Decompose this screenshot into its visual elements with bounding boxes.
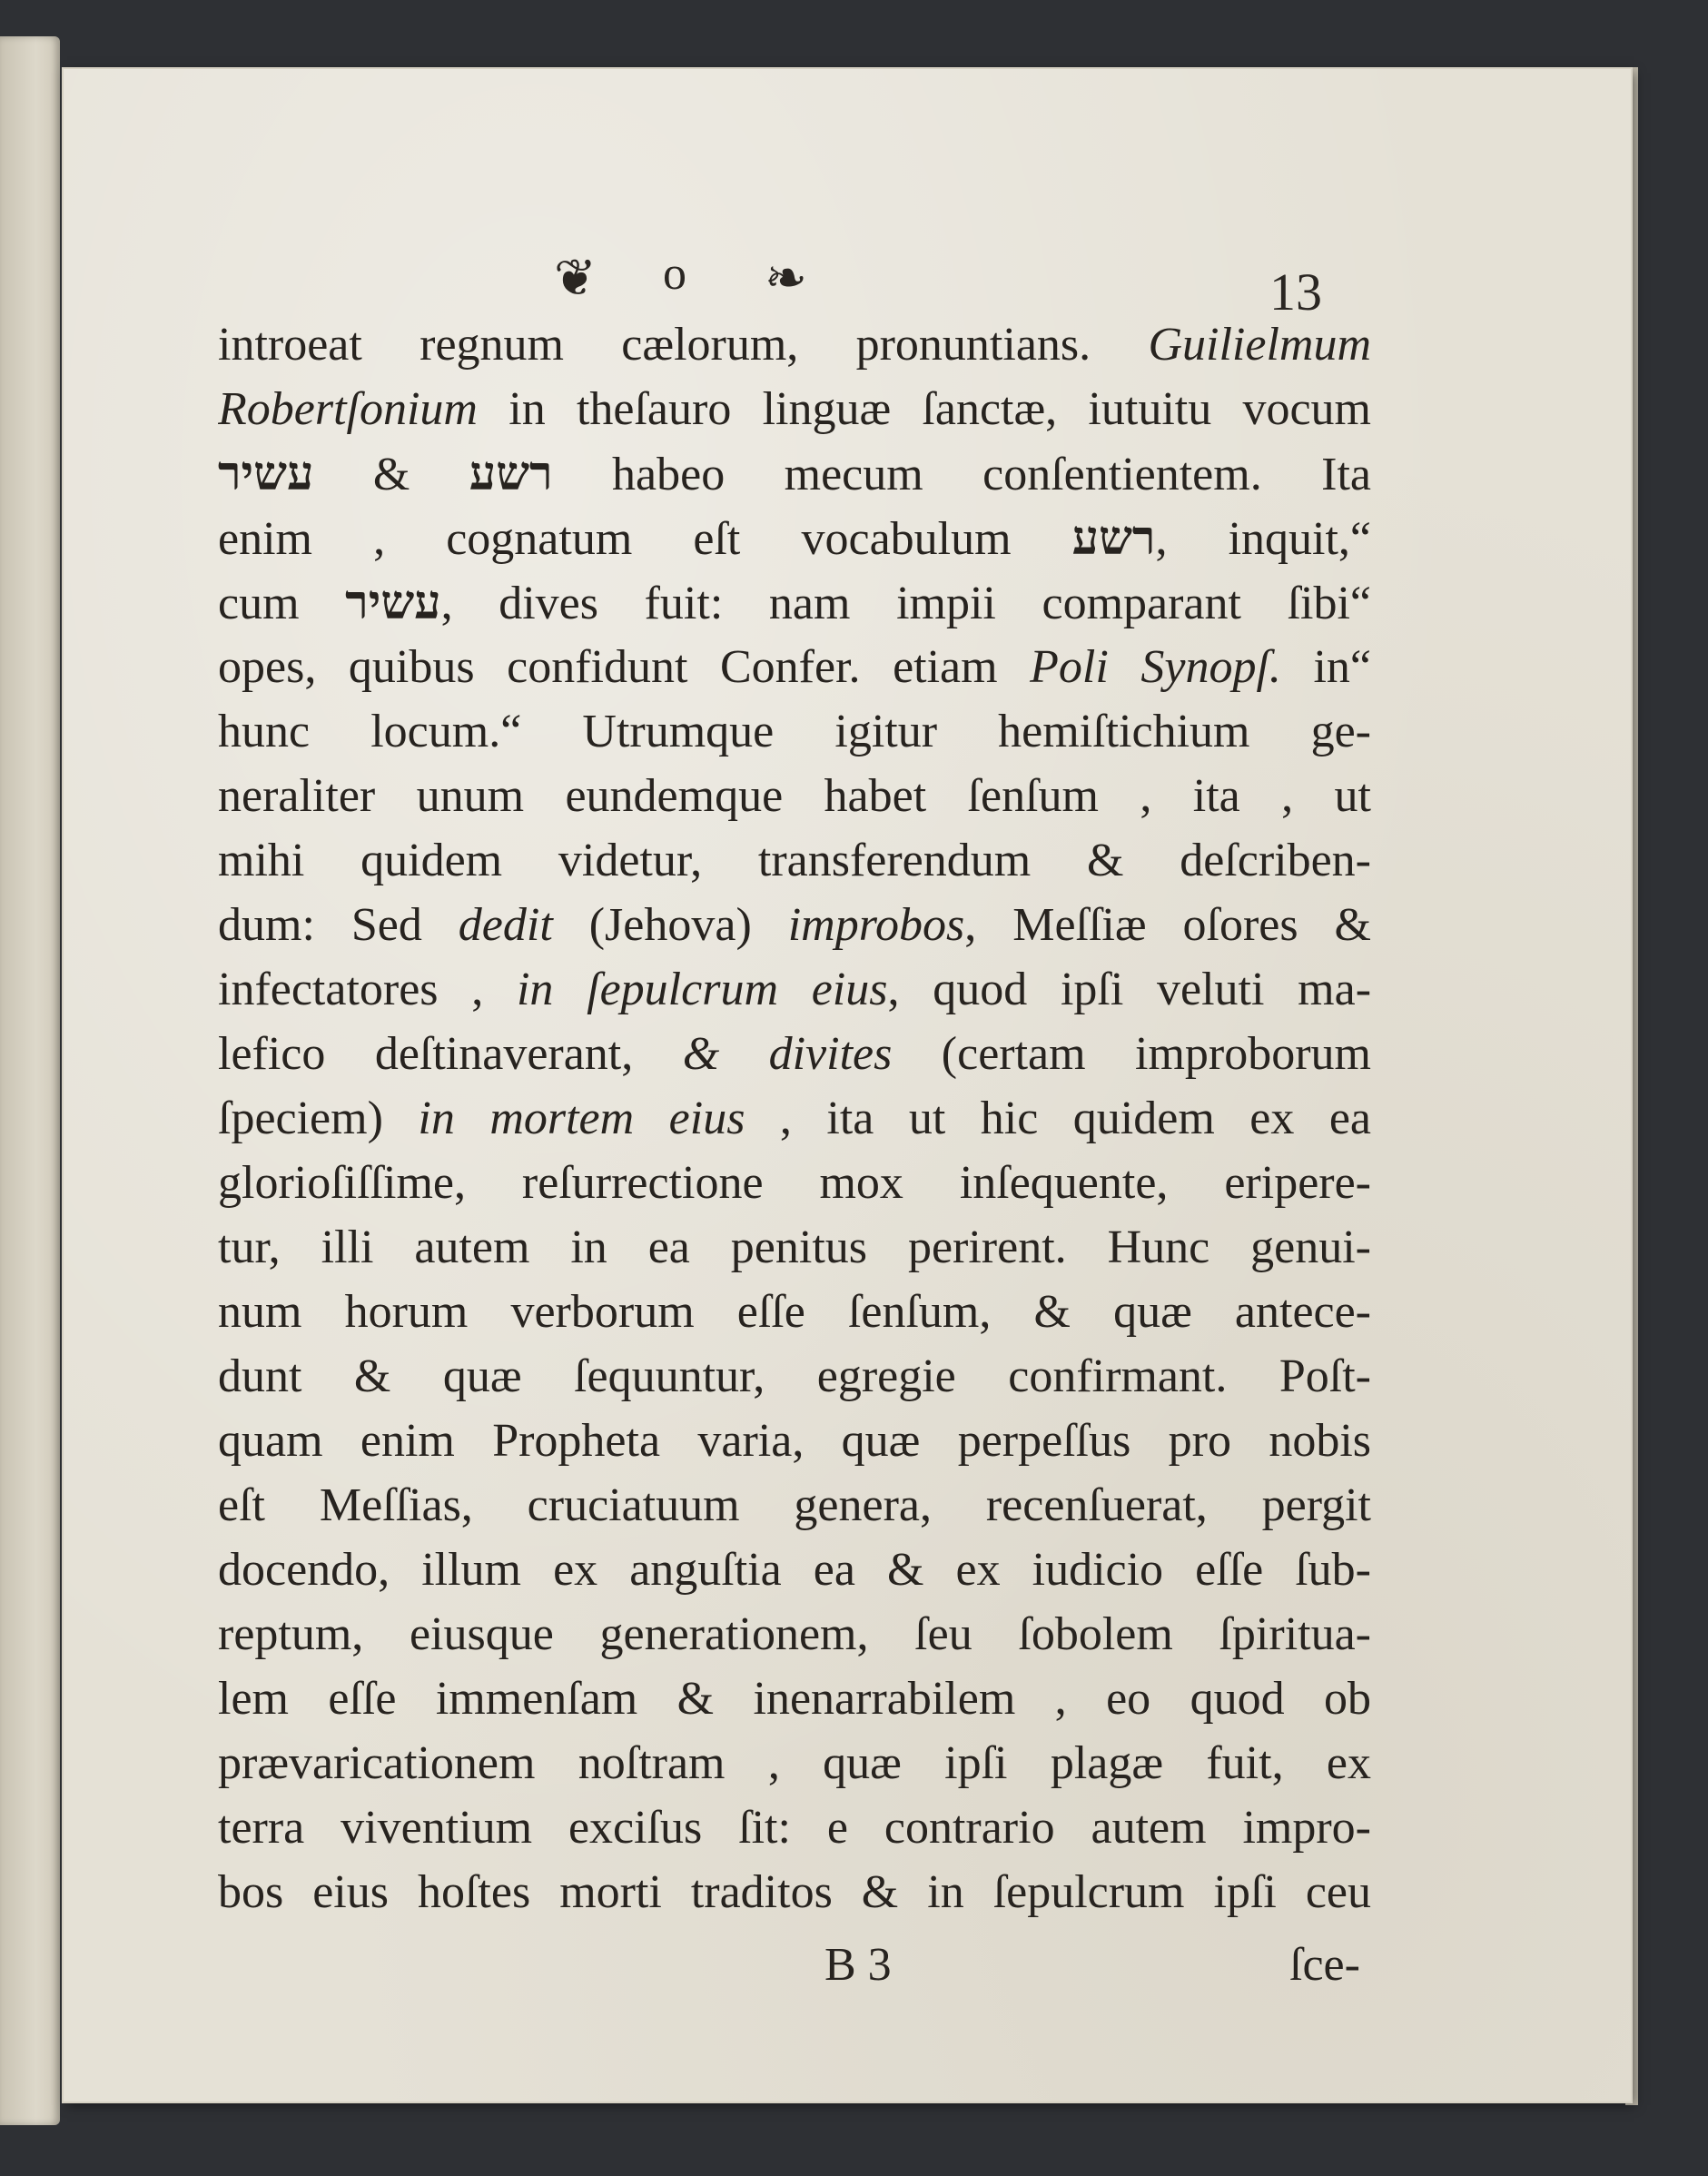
catchword: ſce- (1289, 1939, 1360, 1991)
text-line (218, 1602, 1371, 1667)
italic-run: Robertſonium (218, 383, 478, 435)
page-footer (64, 1938, 1631, 2011)
text-run: mihi quidem videtur, transferendum & deſcriben- (218, 835, 1371, 886)
text-line (218, 1667, 1371, 1731)
fleuron-right-icon: ❧ (765, 249, 807, 308)
italic-run: in ſepulcrum eius (516, 964, 888, 1015)
hebrew-word: עשיר (218, 446, 314, 501)
text-run: in“ (1280, 641, 1371, 693)
text-line (218, 1280, 1371, 1344)
italic-run: & divites (682, 1028, 893, 1080)
italic-run: Poli Synopſ. (1030, 641, 1281, 693)
text-run: reptum, eiusque generationem, ſeu ſobolem ſpiritua- (218, 1608, 1371, 1660)
text-run: , ita ut hic quidem ex ea (745, 1093, 1371, 1144)
text-line (218, 1473, 1371, 1538)
text-run: , inquit,“ (1155, 513, 1371, 565)
text-line (218, 1344, 1371, 1409)
text-line (218, 506, 1371, 570)
hebrew-word: רשע (1071, 510, 1156, 566)
italic-run: dedit (458, 899, 553, 951)
text-run: & (313, 449, 469, 500)
text-line (218, 1538, 1371, 1602)
text-run: cum (218, 578, 346, 629)
page-number: 13 (1269, 262, 1322, 321)
text-line (218, 441, 1371, 506)
text-line (218, 1151, 1371, 1215)
text-line (218, 764, 1371, 828)
text-run: dunt & quæ ſequuntur, egregie confirmant. Poſt- (218, 1350, 1371, 1402)
text-run: habeo mecum conſentientem. Ita (552, 449, 1371, 500)
text-line (218, 377, 1371, 441)
text-run: introeat regnum cælorum, pronuntians. (218, 319, 1149, 371)
text-line (218, 1731, 1371, 1795)
italic-run: Guilielmum (1148, 319, 1371, 371)
text-run: bos eius hoſtes morti traditos & in ſepulcrum ipſi ceu (218, 1866, 1371, 1918)
text-run: num horum verborum eſſe ſenſum, & quæ antece- (218, 1286, 1371, 1338)
text-line (218, 1215, 1371, 1280)
text-run: lem eſſe immenſam & inenarrabilem , eo quod ob (218, 1673, 1371, 1725)
text-line (218, 570, 1371, 635)
text-run: ſpeciem) (218, 1093, 419, 1144)
hebrew-word: רשע (469, 446, 553, 501)
text-run: hunc locum.“ Utrumque igitur hemiſtichium ge- (218, 706, 1371, 757)
book-page (64, 69, 1631, 2102)
text-line (218, 312, 1371, 377)
text-run: , Meſſiæ oſores & (964, 899, 1371, 951)
text-line (218, 1409, 1371, 1473)
text-run: dum: Sed (218, 899, 459, 951)
text-line (218, 1022, 1371, 1086)
text-line (218, 828, 1371, 893)
text-run: (certam improborum (892, 1028, 1371, 1080)
text-line (218, 1086, 1371, 1151)
text-run: eſt Meſſias, cruciatuum genera, recenſuerat, pergit (218, 1479, 1371, 1531)
text-run: , dives fuit: nam impii comparant ſibi“ (440, 578, 1371, 629)
text-line (218, 1795, 1371, 1860)
text-run: in theſauro linguæ ſanctæ, iutuitu vocum (477, 383, 1371, 435)
text-run: enim , cognatum eſt vocabulum (218, 513, 1072, 565)
text-run: (Jehova) (552, 899, 788, 951)
text-run: infectatores , (218, 964, 517, 1015)
fleuron-left-icon: ❦ (554, 249, 597, 308)
text-run: prævaricationem noſtram , quæ ipſi plagæ fuit, ex (218, 1737, 1371, 1789)
text-run: lefico deſtinaverant, (218, 1028, 683, 1080)
text-run: glorioſiſſime, reſurrectione mox inſequente, eripere- (218, 1157, 1371, 1209)
text-run: tur, illi autem in ea penitus perirent. Hunc genui- (218, 1222, 1371, 1273)
header-center-mark: o (663, 248, 686, 300)
hebrew-word: עשיר (345, 575, 441, 630)
running-header (64, 171, 1631, 321)
text-line (218, 957, 1371, 1022)
text-run: docendo, illum ex anguſtia ea & ex iudicio eſſe ſub- (218, 1544, 1371, 1596)
text-run: opes, quibus confidunt Confer. etiam (218, 641, 1031, 693)
text-line (218, 635, 1371, 699)
text-run: neraliter unum eundemque habet ſenſum , ita , ut (218, 770, 1371, 822)
body-text (218, 312, 1371, 1924)
text-run: quam enim Propheta varia, quæ perpeſſus pro nobis (218, 1415, 1371, 1467)
italic-run: in mortem eius (418, 1093, 745, 1144)
text-line (218, 1860, 1371, 1924)
text-line (218, 893, 1371, 957)
text-run: , quod ipſi veluti ma- (887, 964, 1371, 1015)
text-line (218, 699, 1371, 764)
text-run: terra viventium exciſus ſit: e contrario autem impro- (218, 1802, 1371, 1854)
italic-run: improbos (787, 899, 965, 951)
signature-mark: B 3 (824, 1939, 892, 1991)
facing-page-edge (0, 36, 60, 2125)
